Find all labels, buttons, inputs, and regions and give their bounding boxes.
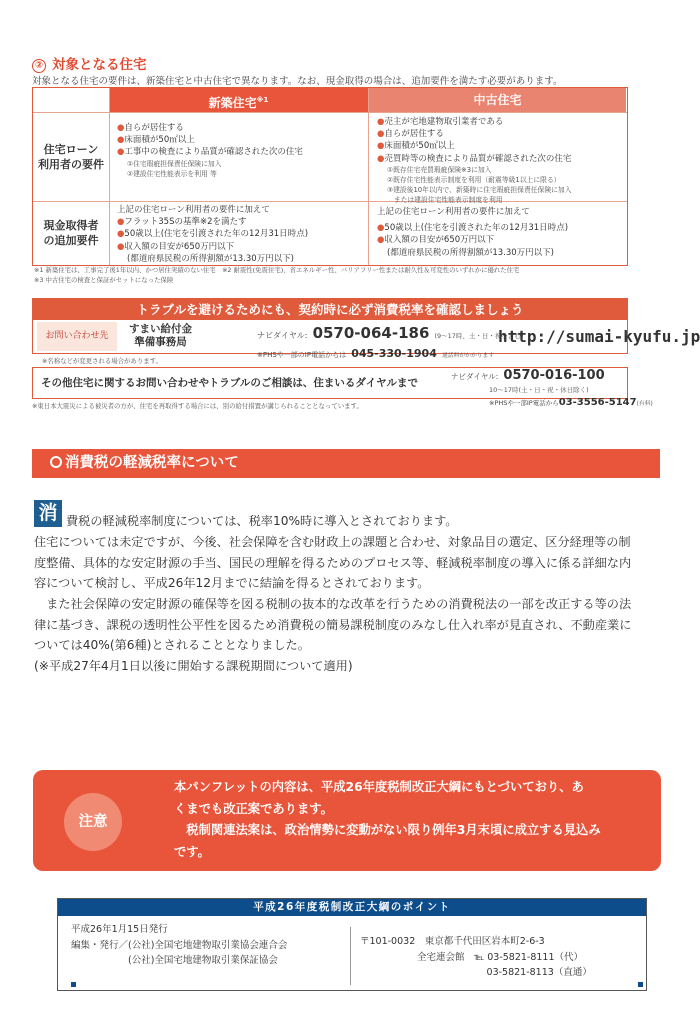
address-info: 〒101-0032 東京都千代田区岩本町2-6-3 全宅連会館 ℡ 03-5821-8111（代） 03-5821-8113（直通） (360, 936, 592, 978)
tax-paragraph-1: 住宅については未定ですが、今後、社会保障を含む財政上の課題と合わせ、対象品目の選定、区分経理等の制 度整備、具体的な安定財源の手当、国民の理解を得るためのプロセス等、軽減税率制度の導入に係る詳細な内 容について検討し、平成26年12月までに結論を得るとされております。 (34, 535, 632, 590)
used-cash-requirements: 上記の住宅ローン利用者の要件に加えて ●50歳以上(住宅を引渡された年の12月31日時点) ●収入額の目安が650万円以下 (都道府県民税の所得割額が13.30万円以下) (377, 207, 569, 258)
navi-dial: ナビダイヤル: 0570-064-186 (9～17時、土・日・祝を含む) ※PHSや一部のIP電話からは 045-330-1904 通話料がかかります (257, 324, 524, 360)
section-title (32, 53, 147, 73)
footer-box (57, 898, 647, 991)
new-loan-requirements: ●自らが居住する ●床面積が50㎡以上 ●工事中の検査により品質が確認された次の住宅 ①住宅瑕疵担保責任保険に加入 ②建設住宅性能表示を利用 等 (117, 123, 303, 178)
website-link[interactable]: http://sumai-kyufu.jp (498, 327, 700, 346)
contact-label: お問い合わせ先 (37, 322, 117, 351)
phs-number[interactable]: 045-330-1904 (351, 347, 437, 360)
corner-mark (638, 982, 643, 987)
publisher-info: 平成26年1月15日発行 編集・発行／(公社)全国宅地建物取引業協会連合会 (公社)全国宅地建物取引業保証協会 (71, 924, 288, 966)
note-renamed: ※名称などが変更される場合があります。 (42, 357, 162, 365)
section-title-text: 対象となる住宅 (52, 57, 147, 73)
caution-text: 本パンフレットの内容は、平成26年度税制改正大綱にもとづいており、あ くまでも改正案であります。 税制関連法案は、政治情勢に変動がない限り例年3月末頃に成立する見込み です。 (174, 780, 601, 859)
header-used-housing: 中古住宅 (369, 88, 626, 112)
row-label-loan: 住宅ローン 利用者の要件 (38, 142, 104, 171)
trouble-banner: トラブルを避けるためにも、契約時に必ず消費税率を確認しましょう (33, 299, 627, 320)
other-inquiry-text: その他住宅に関するお問い合わせやトラブルのご相談は、住まいるダイヤルまで (41, 377, 419, 389)
footnotes: ※1 新築住宅は、工事完了後1年以内、かつ居住実績のない住宅 ※2 耐震性(免震住宅)、省エネルギー性、バリアフリー性または耐久性＆可変性のいずれかに優れた住宅 ※3 中古住宅の検査と保証がセットになった保険 (34, 266, 520, 284)
trouble-box (32, 298, 700, 360)
section-intro: 対象となる住宅の要件は、新築住宅と中古住宅で異なります。なお、現金取得の場合は、追加要件を満たす必要があります。 (32, 76, 563, 87)
footer-title: 平成26年度税制改正大綱のポイント (58, 899, 646, 916)
sumairu-phs-number[interactable]: 03-3556-5147 (558, 397, 637, 408)
requirements-table (32, 87, 628, 266)
used-loan-requirements: ●売主が宅地建物取引業者である ●自らが居住する ●床面積が50㎡以上 ●売買時等の検査により品質が確認された次の住宅 ①既存住宅売買瑕疵保険※3に加入 ②既存住宅性能表示制度を利用（耐震等級1以上に限る） ③建設後10年以内で、新築時に住宅瑕疵担保責任保険に加入 または建設住宅性能表示制度を利用 (377, 117, 572, 204)
ring-icon (50, 456, 62, 468)
row-label-cash: 現金取得者 の追加要件 (43, 219, 99, 247)
tax-paragraph-first-line: 費税の軽減税率制度については、税率10%時に導入とされております。 (66, 514, 458, 528)
navi-dial-number[interactable]: 0570-064-186 (312, 324, 430, 342)
corner-mark (71, 982, 76, 987)
tax-banner: 消費税の軽減税率について (32, 449, 660, 478)
tax-paragraph-2: また社会保障の安定財源の確保等を図る税制の抜本的な改革を行うための消費税法の一部を改正する等の法 律に基づき、課税の透明性公平性を図るため消費税の簡易課税制度のみなし仕入れ率が見直され、不動産業に ついては40%(第6種)とされることとなりました。 (※平成27年4月1日以後に開始する課税期間について適用) (34, 597, 632, 673)
office-name: すまい給付金 準備事務局 (129, 323, 192, 348)
drop-cap: 消 (34, 500, 62, 527)
sumairu-dial-number[interactable]: 0570-016-100 (503, 368, 605, 383)
caution-box (33, 770, 661, 871)
caution-label: 注意 (64, 793, 122, 851)
sumairu-dial: ナビダイヤル: 0570-016-100 10～17時(土・日・祝・休日除く) ※PHSや一部IP電話から03-3556-5147(有料) (451, 368, 653, 408)
section-number: ② (32, 59, 46, 73)
new-cash-requirements: 上記の住宅ローン利用者の要件に加えて ●フラット35Sの基準※2を満たす ●50歳以上(住宅を引渡された年の12月31日時点) ●収入額の目安が650万円以下 (都道府県民税の所得割額が13.30万円以下) (117, 205, 309, 264)
header-new-housing: 新築住宅$^{※1}$ (109, 88, 368, 112)
note-disaster: ※東日本大震災による被災者の方が、住宅を再取得する場合には、別の給付措置が講じられることとなっています。 (32, 402, 363, 410)
